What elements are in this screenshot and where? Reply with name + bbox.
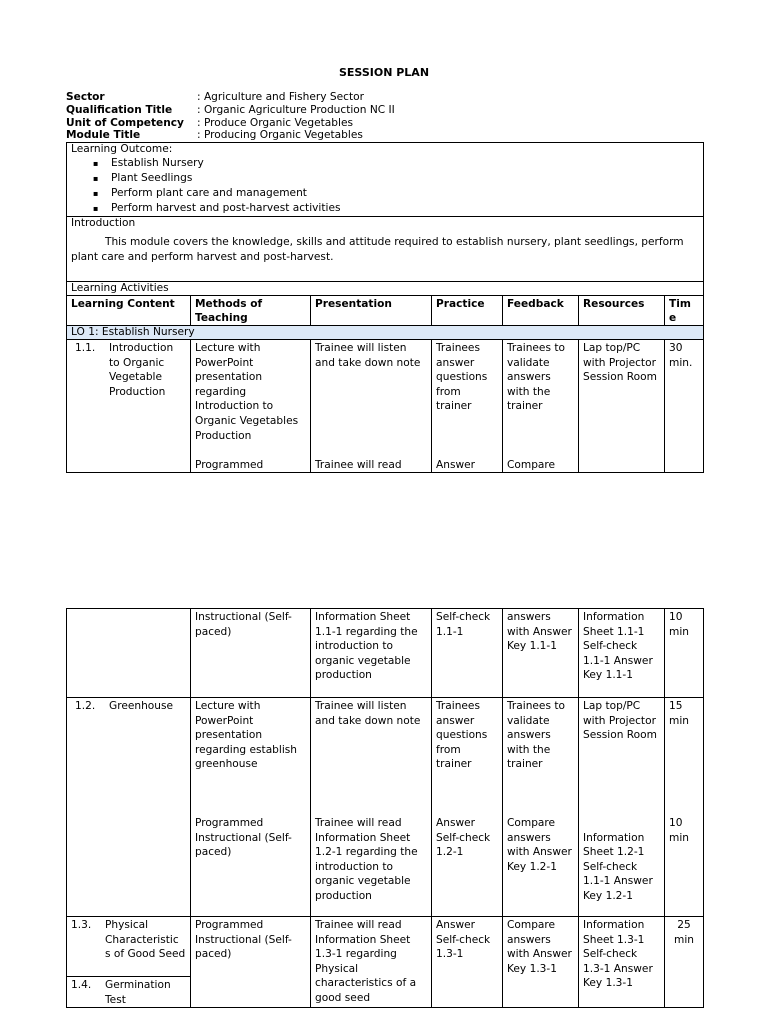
resources-text: Lap top/PC with Projector Session Room [583,700,657,742]
presentation-text: Trainee will listen and take down note [315,700,421,727]
page-title: SESSION PLAN [338,66,430,79]
learning-content: Greenhouse [109,700,174,712]
plan-metadata [66,91,395,142]
time-text: 10 min [669,817,689,844]
learning-outcome-heading: Learning Outcome: [71,143,173,155]
learning-outcome-list [67,156,703,216]
learning-content: Physical Characteristic s of Good Seed [105,919,186,961]
header-presentation: Presentation [311,296,432,326]
feedback-text: Trainees to validate answers with the trainer [507,700,565,771]
learning-outcome-row [67,143,704,217]
resources-text: Information Sheet 1.3-1 Self-check 1.3-1 Answer Key 1.3-1 [579,917,665,1008]
table-row: 1.1. Introduction to Organic Vegetable Production Lecture with PowerPoint presentation regarding Introduction to Organic Vegetables Production Programmed Trainee will listen and take down note Trainee will read Trainees answer questions from trainer Answer Trainees to validate answers with the trainer Compare Lap top/PC with Projector Session Room 30 min. [67,340,704,473]
presentation-text: Trainee will read [315,458,402,471]
list-item: ▪ Perform harvest and post-harvest activities [111,201,703,216]
table-row [67,609,704,698]
practice-text: Trainees answer questions from trainer [436,342,488,413]
introduction-heading: Introduction [71,217,136,229]
method-text: Instructional (Self-paced) [191,609,311,698]
method-text: Lecture with PowerPoint presentation regarding establish greenhouse [195,700,298,771]
practice-text: Self-check 1.1-1 [432,609,503,698]
meta-module: Module Title : Producing Organic Vegetables [66,129,395,142]
meta-sector: Sector : Agriculture and Fishery Sector [66,91,395,104]
header-learning-content: Learning Content [67,296,191,326]
lo1-row [67,326,704,340]
time-text: 10 min [665,609,704,698]
presentation-text: Trainee will read Information Sheet 1.2-1 regarding the introduction to organic vegetable production [315,817,418,902]
resources-text: Information Sheet 1.2-1 Self-check 1.1-1 Answer Key 1.2-1 [583,831,653,902]
presentation-text: Trainee will listen and take down note [315,342,421,369]
resources-text: Information Sheet 1.1-1 Self-check 1.1-1 Answer Key 1.1-1 [579,609,665,698]
method-text: Lecture with PowerPoint presentation regarding Introduction to Organic Vegetables Production [195,342,299,442]
introduction-row [67,217,704,282]
header-methods: Methods of Teaching [191,296,311,326]
table-row: 1.3. Physical Characteristic s of Good Seed 1.4. Germination Test Programmed Instructional (Self-paced) Trainee will read Information Sheet 1.3-1 regarding Physical characteristics of a good seed Answer Self-check 1.3-1 Compare answers with Answer Key 1.3-1 Information Sheet 1.3-1 Self-check 1.3-1 Answer Key 1.3-1 25 min [67,917,704,1008]
time-text: 30 min. [665,340,704,473]
list-item: ▪ Plant Seedlings [111,171,703,186]
feedback-text: Compare [507,458,556,471]
practice-text: Answer Self-check 1.2-1 [436,817,491,859]
practice-text: Answer [436,458,476,471]
header-time: Tim e [665,296,704,326]
list-item: ▪ Establish Nursery [111,156,703,171]
learning-content: Germination Test [105,979,171,1006]
header-feedback: Feedback [503,296,579,326]
time-text: 15 min [669,700,689,727]
list-item: ▪ Perform plant care and management [111,186,703,201]
table-header [67,296,704,326]
feedback-text: Trainees to validate answers with the trainer [507,342,565,413]
meta-unit: Unit of Competency : Produce Organic Vegetables [66,117,395,130]
learning-activities-row [67,282,704,296]
session-table-page1 [66,142,704,473]
practice-text: Trainees answer questions from trainer [436,700,488,771]
feedback-text: answers with Answer Key 1.1-1 [503,609,579,698]
method-text: Programmed Instructional (Self-paced) [191,917,311,1008]
header-practice: Practice [432,296,503,326]
table-row: 1.2. Greenhouse Lecture with PowerPoint presentation regarding establish greenhouse Programmed Instructional (Self-paced) Trainee will listen and take down note Trainee will read Information Sheet 1.2-1 regarding the introduction to organic vegetable production Trainees answer questions from trainer Answer Self-check 1.2-1 Trainees to validate answers with the trainer Compare answers with Answer Key 1.2-1 Lap top/PC with Projector Session Room Information Sheet 1.2-1 Self-check 1.1-1 Answer Key 1.2-1 15 min 10 min [67,698,704,917]
learning-activities-label: Learning Activities [67,282,704,296]
lo1-label: LO 1: Establish Nursery [67,326,704,340]
method-text: Programmed [195,458,264,471]
resources-text: Lap top/PC with Projector Session Room [579,340,665,473]
presentation-text: Trainee will read Information Sheet 1.3-1 regarding Physical characteristics of a good seed [311,917,432,1008]
practice-text: Answer Self-check 1.3-1 [432,917,503,1008]
learning-content: Introduction to Organic Vegetable Production [109,342,174,398]
method-text: Programmed Instructional (Self-paced) [195,817,292,859]
introduction-text: This module covers the knowledge, skills and attitude required to establish nursery, plant seedlings, perform plant care and perform harvest and post-harvest. [71,236,684,263]
time-text: 25 min [665,917,704,1008]
session-table-page2 [66,608,704,1008]
header-resources: Resources [579,296,665,326]
feedback-text: Compare answers with Answer Key 1.2-1 [507,817,572,873]
feedback-text: Compare answers with Answer Key 1.3-1 [503,917,579,1008]
meta-qualification: Qualification Title : Organic Agriculture Production NC II [66,104,395,117]
presentation-text: Information Sheet 1.1-1 regarding the introduction to organic vegetable production [311,609,432,698]
